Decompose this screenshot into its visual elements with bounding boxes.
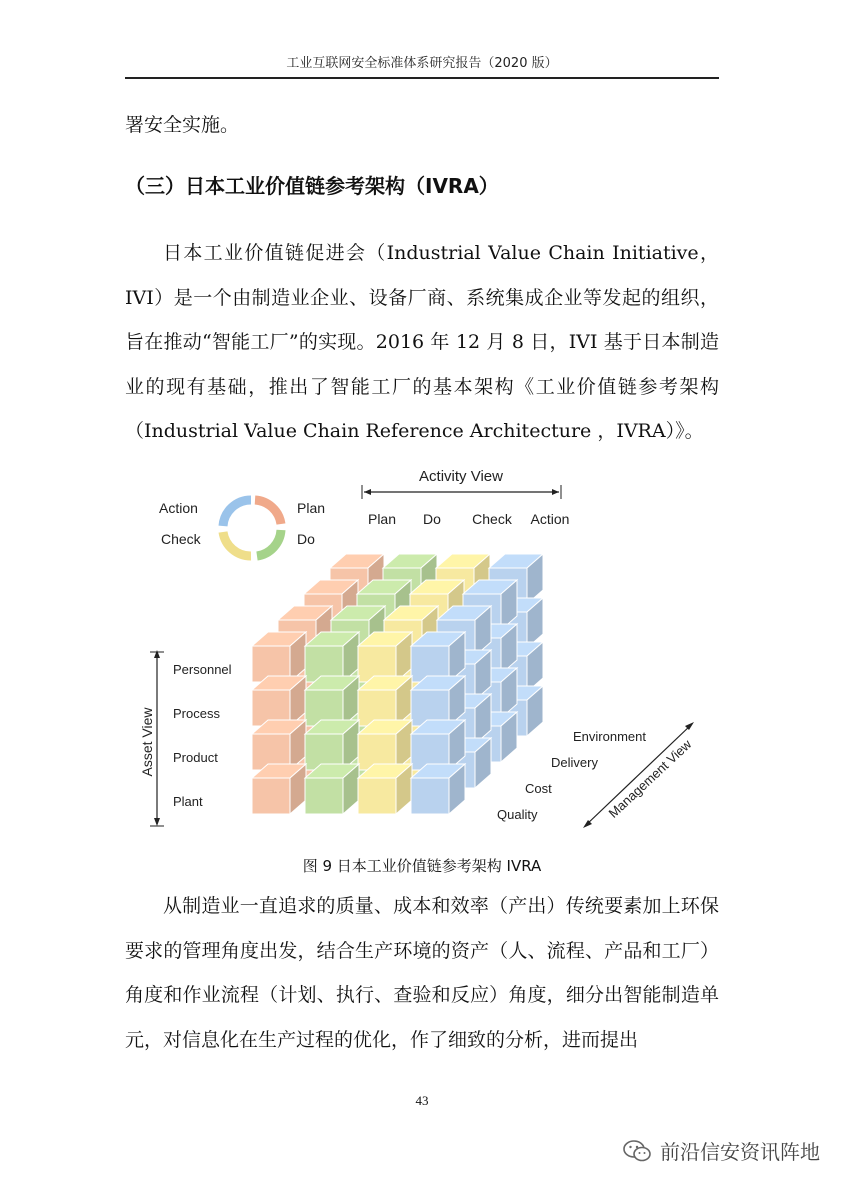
- body-paragraph: 从制造业一直追求的质量、成本和效率（产出）传统要素加上环保要求的管理角度出发，结合生产环境的资产（人、流程、产品和工厂）角度和作业流程（计划、执行、查验和反应）角度，细分出智能制造单元，对信息化在生产过程的优化，作了细致的分析，进而提出: [125, 895, 719, 1051]
- cube-plan-front: [252, 778, 290, 814]
- ivra-cube-diagram: [125, 462, 725, 847]
- asset-view-axis: [139, 650, 232, 826]
- management-label-delivery: Delivery: [551, 755, 598, 770]
- asset-label-plant: Plant: [173, 794, 203, 809]
- cycle-label-check: Check: [161, 531, 201, 547]
- management-label-environment: Environment: [573, 729, 646, 744]
- cube-grid: [252, 554, 543, 814]
- figure-caption: 图 9 日本工业价值链参考架构 IVRA: [302, 857, 542, 875]
- activity-label-plan: Plan: [367, 511, 397, 527]
- activity-view-title: Activity View: [419, 468, 503, 485]
- asset-label-process: Process: [173, 706, 220, 721]
- activity-label-do: Do: [423, 511, 441, 527]
- cube-action-front: [411, 778, 449, 814]
- pdca-cycle-icon: [159, 500, 325, 556]
- cycle-label-action: Action: [159, 500, 198, 516]
- intro-paragraph: 日本工业价值链促进会（Industrial Value Chain Initiative，IVI）是一个由制造业企业、设备厂商、系统集成企业等发起的组织，旨在推动“智能工厂”的实现。2016 年 12 月 8 日，IVI 基于日本制造业的现有基础，推出了智能工厂的基本架构《工业价值链参考架构（Industrial Value Chain Reference Architecture ，IVRA）》。: [125, 242, 719, 442]
- ivra-figure: [125, 462, 725, 847]
- wechat-icon: [622, 1138, 652, 1164]
- management-label-quality: Quality: [497, 807, 538, 822]
- watermark-text: 前沿信安资讯阵地: [660, 1140, 820, 1164]
- activity-label-action: Action: [530, 511, 570, 527]
- wechat-watermark: [622, 1136, 820, 1165]
- page-number: 43: [415, 1093, 429, 1108]
- cube-check-front: [358, 778, 396, 814]
- activity-view-axis: [362, 468, 569, 527]
- running-header: 工业互联网安全标准体系研究报告（2020 版）: [286, 56, 558, 71]
- asset-label-personnel: Personnel: [173, 662, 232, 677]
- management-view-axis: [497, 722, 695, 828]
- management-label-cost: Cost: [525, 781, 552, 796]
- cycle-arc-check: [223, 532, 251, 556]
- paragraph-fragment: 署安全实施。: [125, 114, 240, 136]
- asset-label-product: Product: [173, 750, 218, 765]
- cycle-arc-action: [223, 500, 251, 526]
- cube-do-front: [305, 778, 343, 814]
- cycle-arc-do: [257, 530, 281, 556]
- cycle-label-do: Do: [297, 531, 315, 547]
- asset-view-title: Asset View: [139, 707, 155, 777]
- cycle-arc-plan: [255, 500, 281, 524]
- management-view-title: Management View: [605, 736, 695, 821]
- section-heading: （三）日本工业价值链参考架构（IVRA）: [125, 174, 499, 198]
- header-rule: [125, 77, 719, 79]
- cycle-label-plan: Plan: [297, 500, 326, 516]
- activity-label-check: Check: [472, 511, 512, 527]
